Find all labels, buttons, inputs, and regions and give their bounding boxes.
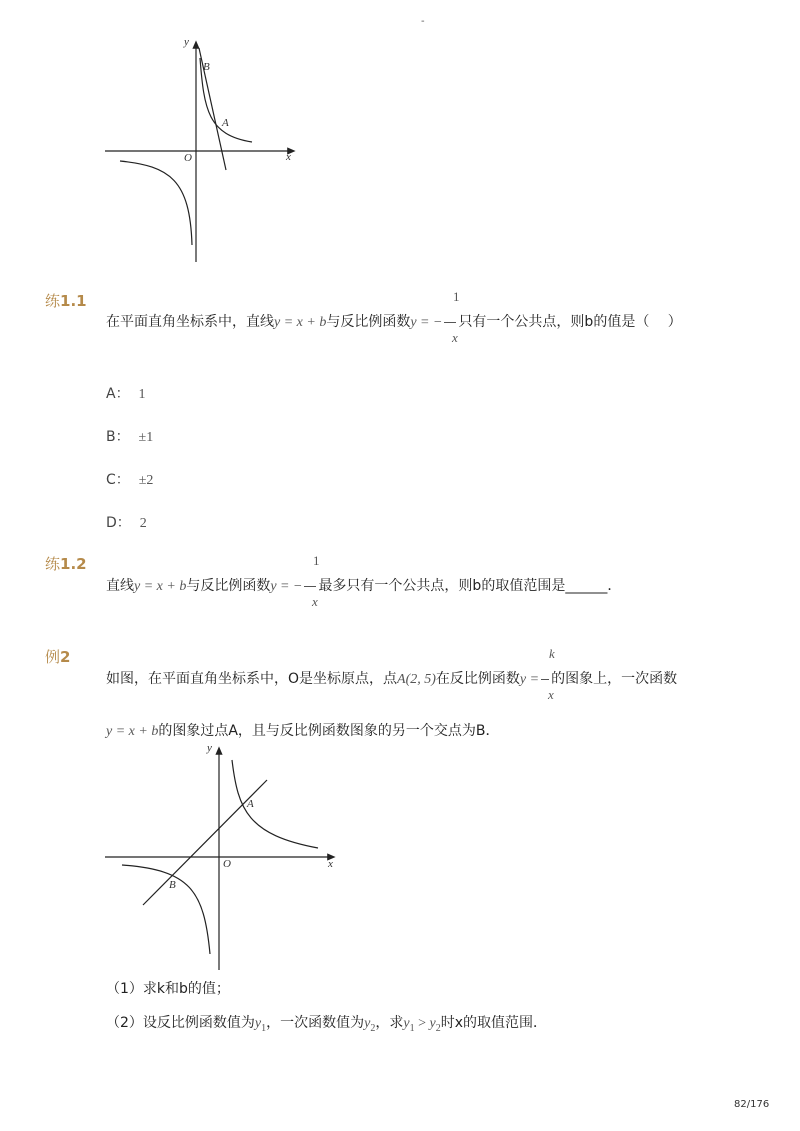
example-2-label: 例2 <box>45 648 71 666</box>
question-1: （1）求k和b的值； <box>106 981 230 997</box>
frac-num-1-1: 1 <box>453 289 460 304</box>
frac-den-2: x <box>548 687 554 702</box>
hyperbola-branch-2 <box>122 865 210 954</box>
frac-den-1-1: x <box>452 330 458 345</box>
exercise-1-1-label: 练1.1 <box>45 292 87 310</box>
label-y: y <box>207 742 212 754</box>
label-x: x <box>286 151 291 163</box>
exercise-1-2-label: 练1.2 <box>45 555 87 573</box>
graph-1 <box>100 30 300 265</box>
frac-num-2: k <box>549 646 555 661</box>
page-number: 82/176 <box>734 1099 770 1110</box>
hyperbola-branch-2 <box>120 161 192 245</box>
option-b: B： ±1 <box>106 429 154 445</box>
top-mark: - <box>421 16 425 27</box>
hyperbola-branch-1 <box>232 760 318 848</box>
example-2-line-1: 如图，在平面直角坐标系中，O是坐标原点，点A(2, 5)在反比例函数y = 的图象上，一次函数 <box>106 671 678 687</box>
label-a: A <box>222 117 229 129</box>
label-b: B <box>203 61 210 73</box>
label-origin: O <box>184 152 192 164</box>
exercise-1-2-stem: 直线y = x + b与反比例函数y = − 最多只有一个公共点，则b的取值范围是______． <box>106 578 622 594</box>
example-2-line-2: y = x + b的图象过点A，且与反比例函数图象的另一个交点为B． <box>106 723 500 739</box>
frac-den-1-2: x <box>312 594 318 609</box>
question-2: （2）设反比例函数值为$y_1$，一次函数值为$y_2$，求$y_1 > y_2$时x的取值范围． <box>106 1015 547 1034</box>
graph-2 <box>100 740 340 972</box>
label-a: A <box>247 798 254 810</box>
frac-num-1-2: 1 <box>313 553 320 568</box>
option-d: D： 2 <box>106 515 147 531</box>
exercise-1-1-stem: 在平面直角坐标系中，直线y = x + b与反比例函数y = − 只有一个公共点，则b的值是（ ） <box>106 314 682 330</box>
label-x: x <box>328 858 333 870</box>
label-y: y <box>184 36 189 48</box>
option-a: A： 1 <box>106 386 146 402</box>
option-c: C： ±2 <box>106 472 154 488</box>
label-origin: O <box>223 858 231 870</box>
label-b: B <box>169 879 176 891</box>
